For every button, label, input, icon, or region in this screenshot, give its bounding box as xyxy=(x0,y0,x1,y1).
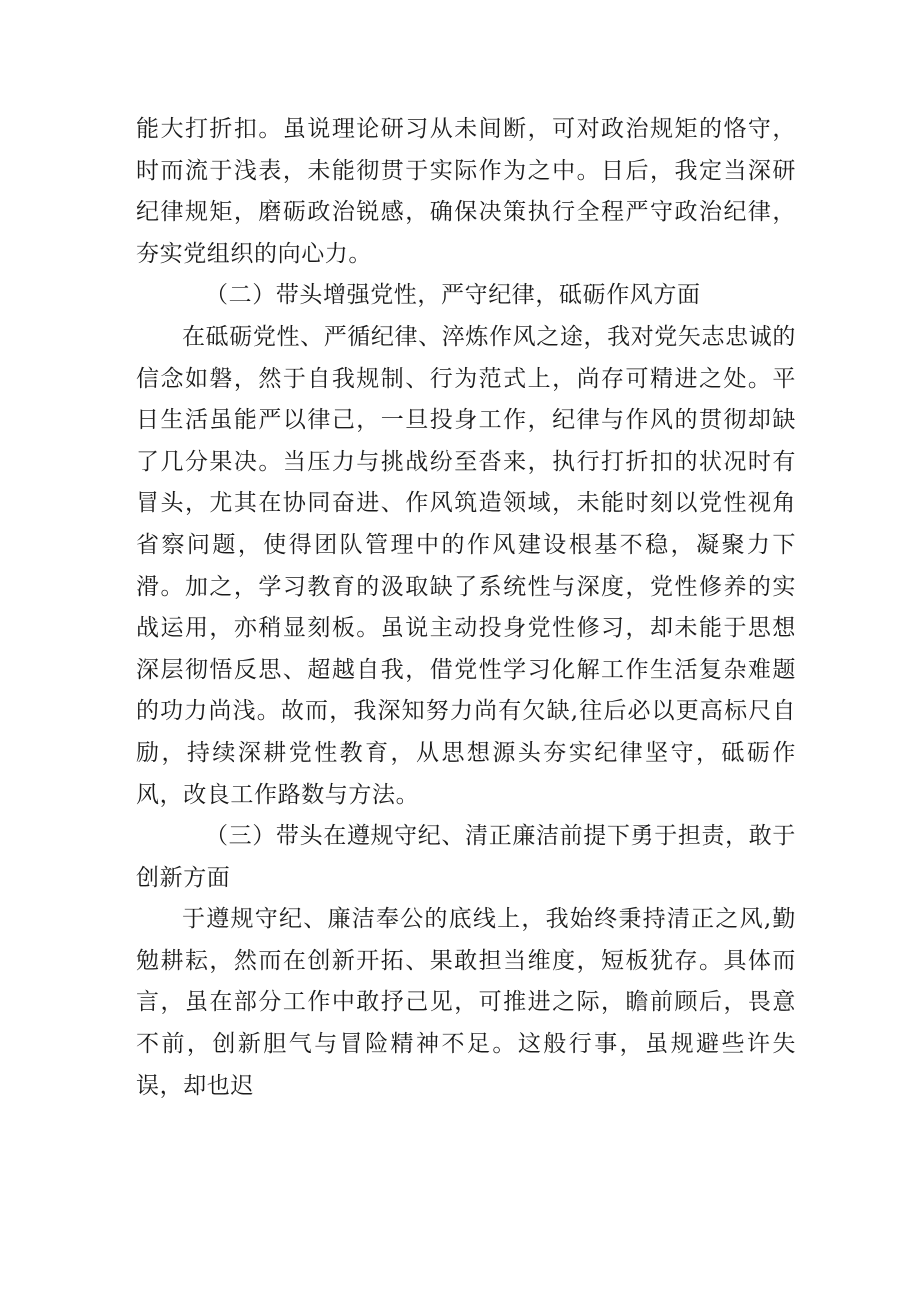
paragraph-section-2: 在砥砺党性、严循纪律、淬炼作风之途，我对党矢志忠诚的信念如磐，然于自我规制、行为范式上，尚存可精进之处。平日生活虽能严以律己，一旦投身工作，纪律与作风的贯彻却缺了几分果决。当压力与挑战纷至沓来，执行打折扣的状况时有冒头，尤其在协同奋进、作风筑造领域，未能时刻以党性视角省察问题，使得团队管理中的作风建设根基不稳，凝聚力下滑。加之，学习教育的汲取缺了系统性与深度，党性修养的实战运用，亦稍显刻板。虽说主动投身党性修习，却未能于思想深层彻悟反思、超越自我，借党性学习化解工作生活复杂难题的功力尚浅。故而，我深知努力尚有欠缺,往后必以更高标尺自励，持续深耕党性教育，从思想源头夯实纪律坚守，砥砺作风，改良工作路数与方法。 xyxy=(136,323,796,808)
section-heading-3: （三）带头在遵规守纪、清正廉洁前提下勇于担责，敢于创新方面 xyxy=(136,823,796,891)
section-heading-2: （二）带头增强党性，严守纪律，砥砺作风方面 xyxy=(205,282,701,309)
document-body xyxy=(136,109,796,1107)
paragraph-section-3: 于遵规守纪、廉洁奉公的底线上，我始终秉持清正之风,勤勉耕耘，然而在创新开拓、果敢担当维度，短板犹存。具体而言，虽在部分工作中敢抒己见，可推进之际，瞻前顾后，畏意不前，创新胆气与冒险精神不足。这般行事，虽规避些许失误，却也迟 xyxy=(136,906,796,1099)
paragraph-continued: 能大打折扣。虽说理论研习从未间断，可对政治规矩的恪守，时而流于浅表，未能彻贯于实际作为之中。日后，我定当深研纪律规矩，磨砺政治锐感，确保决策执行全程严守政治纪律，夯实党组织的向心力。 xyxy=(136,116,796,267)
